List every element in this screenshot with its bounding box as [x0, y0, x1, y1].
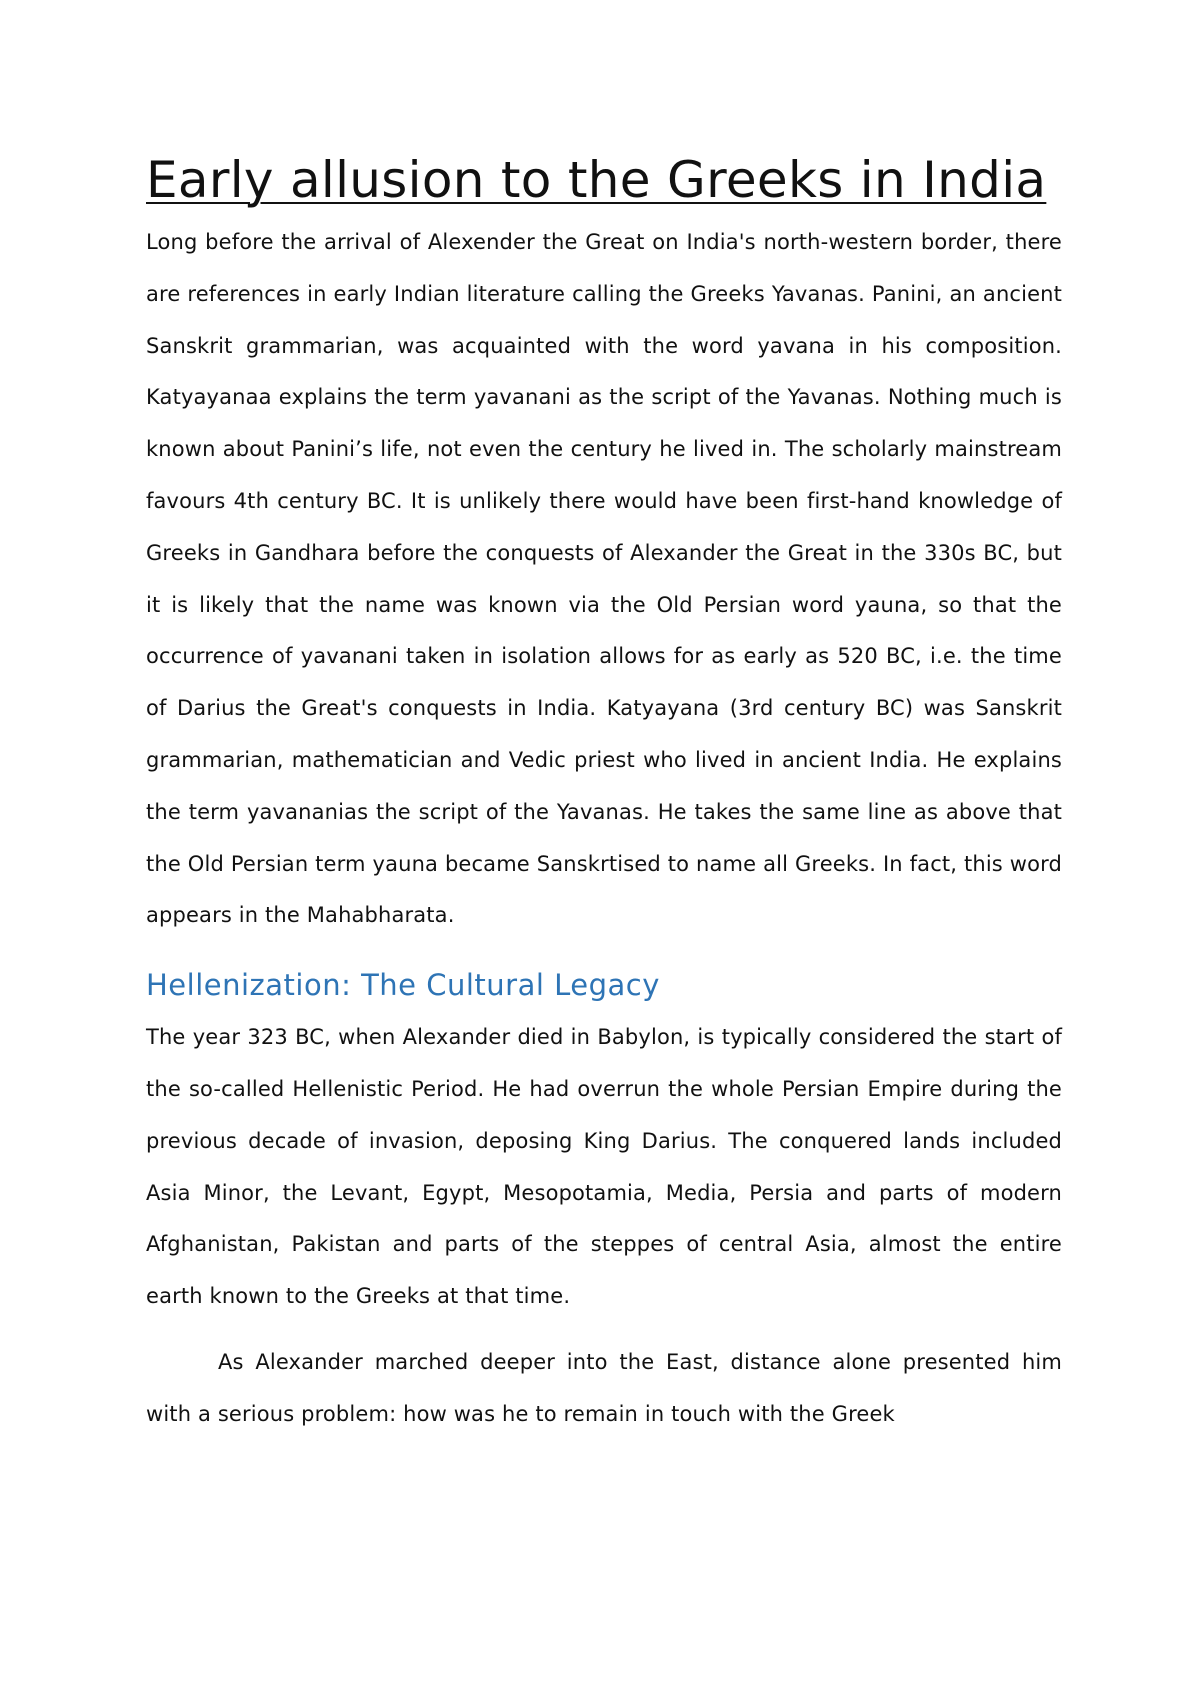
hellenization-paragraph-2: As Alexander marched deeper into the East, distance alone presented him with a serious problem: how was he to remain in touch with the Greek	[146, 1349, 1062, 1426]
intro-paragraph: Long before the arrival of Alexender the Great on India's north-western border, there are references in early Indian literature calling the Greeks Yavanas. Panini, an ancient Sanskrit grammarian, was acquainted with the word yavana in his composition. Katyayanaa explains the term yavanani as the script of the Yavanas. Nothing much is known about Panini’s life, not even the century he lived in. The scholarly mainstream favours 4th century BC. It is unlikely there would have been first-hand knowledge of Greeks in Gandhara before the conquests of Alexander the Great in the 330s BC, but it is likely that the name was known via the Old Persian word yauna, so that the occurrence of yavanani taken in isolation allows for as early as 520 BC, i.e. the time of Darius the Great's conquests in India. Katyayana (3rd century BC) was Sanskrit grammarian, mathematician and Vedic priest who lived in ancient India. He explains the term yavananias the script of the Yavanas. He takes the same line as above that the Old Persian term yauna became Sanskrtised to name all Greeks. In fact, this word appears in the Mahabharata.	[146, 230, 1062, 928]
hellenization-paragraph-1: The year 323 BC, when Alexander died in Babylon, is typically considered the start of the so-called Hellenistic Period. He had overrun the whole Persian Empire during the previous decade of invasion, deposing King Darius. The conquered lands included Asia Minor, the Levant, Egypt, Mesopotamia, Media, Persia and parts of modern Afghanistan, Pakistan and parts of the steppes of central Asia, almost the entire earth known to the Greeks at that time.	[146, 1025, 1062, 1309]
document-title: Early allusion to the Greeks in India	[146, 151, 1047, 209]
section-heading-hellenization: Hellenization: The Cultural Legacy	[146, 968, 660, 1003]
document-body	[146, 148, 1062, 1441]
